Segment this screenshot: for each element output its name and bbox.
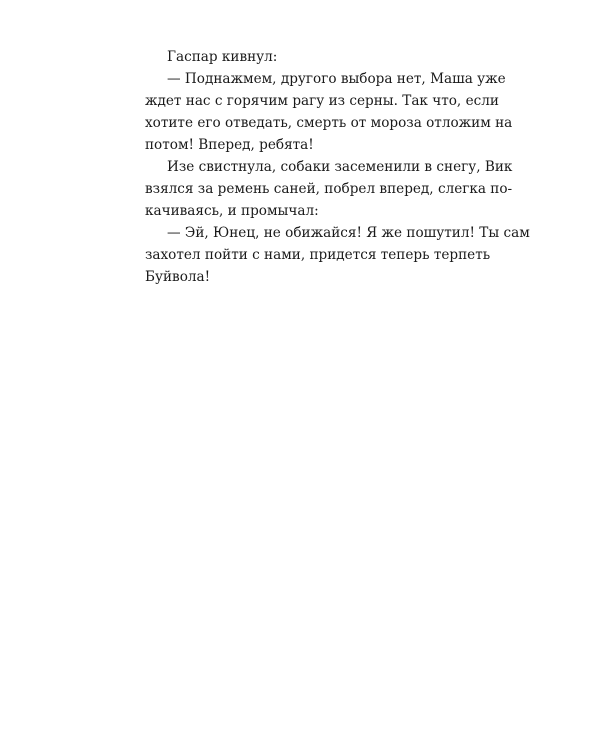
body-text: [145, 46, 530, 288]
text-line: Гаспар кивнул:: [167, 49, 278, 65]
text-line: качиваясь, и промычал:: [145, 203, 319, 219]
text-line: захотел пойти с нами, придется теперь терпеть: [145, 247, 491, 263]
text-line: потом! Вперед, ребята!: [145, 137, 314, 153]
text-line: Буйвола!: [145, 269, 211, 285]
text-line: хотите его отведать, смерть от мороза отложим на: [145, 115, 513, 131]
text-line: — Поднажмем, другого выбора нет, Маша уже: [167, 71, 506, 87]
text-line: Изе свистнула, собаки засеменили в снегу, Вик: [167, 159, 513, 175]
text-line: — Эй, Юнец, не обижайся! Я же пошутил! Ты сам: [167, 225, 530, 241]
text-line: взялся за ремень саней, побрел вперед, слегка по-: [145, 181, 513, 197]
text-line: ждет нас с горячим рагу из серны. Так что, если: [145, 93, 499, 109]
